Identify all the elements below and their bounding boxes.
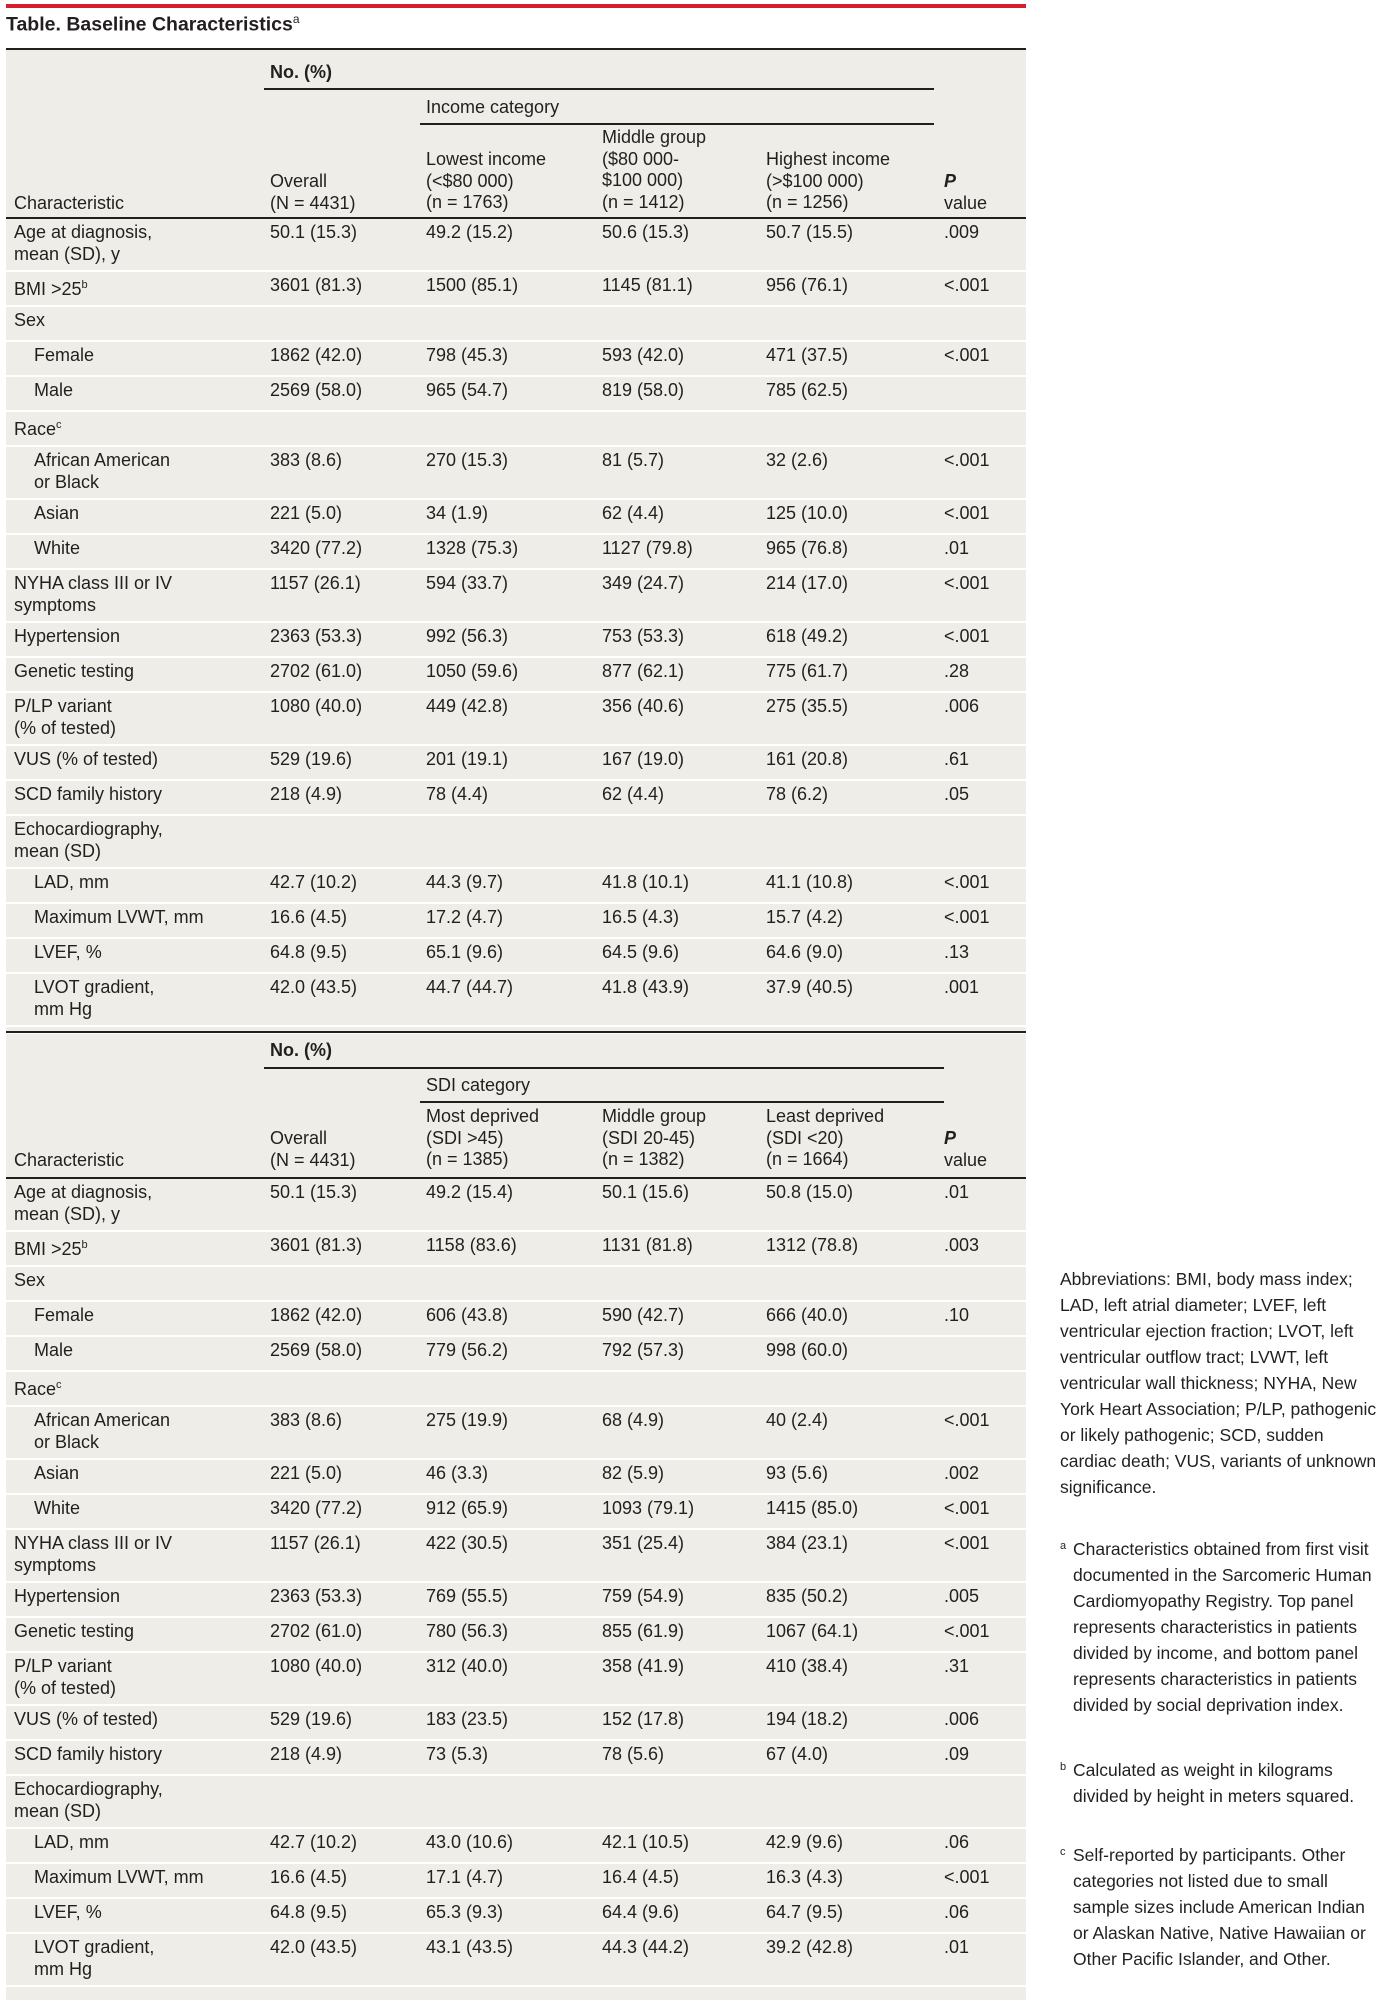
group2-cell: 64.5 (9.6) [602,942,680,962]
row-characteristic: Hypertension [14,626,121,646]
footnote-b [1060,1757,1378,1809]
group1-cell: 201 (19.1) [426,749,509,769]
overall-cell: 2702 (61.0) [270,661,363,681]
overall-cell: 42.7 (10.2) [270,1832,358,1852]
group2-cell: 1127 (79.8) [602,538,693,558]
header-rule [420,1101,944,1103]
group3-cell: 15.7 (4.2) [766,907,844,927]
row-characteristic: LVEF, % [34,1902,102,1922]
group2-cell: 358 (41.9) [602,1656,685,1676]
footnote-mark: b [1060,1761,1067,1773]
row-characteristic: P/LP variant (% of tested) [14,696,117,738]
overall-cell: 529 (19.6) [270,1709,353,1729]
row-characteristic: Echocardiography, mean (SD) [14,1779,163,1821]
group3-cell: 998 (60.0) [766,1340,849,1360]
group1-cell: 44.3 (9.7) [426,872,504,892]
row-characteristic: Sex [14,310,46,330]
group2-cell: 81 (5.7) [602,450,665,470]
overall-cell: 2363 (53.3) [270,626,363,646]
row-characteristic: VUS (% of tested) [14,749,159,769]
group3-cell: 93 (5.6) [766,1463,829,1483]
group3-cell: 16.3 (4.3) [766,1867,844,1887]
overall-cell: 529 (19.6) [270,749,353,769]
group3-cell: 214 (17.0) [766,573,849,593]
p-value-cell: <.001 [944,1410,990,1430]
group2-cell: 62 (4.4) [602,503,665,523]
table-row [6,272,1026,307]
group1-cell: 769 (55.5) [426,1586,509,1606]
row-characteristic: Age at diagnosis, mean (SD), y [14,222,153,264]
row-characteristic: SCD family history [14,784,163,804]
row-characteristic: NYHA class III or IV symptoms [14,1533,173,1575]
group2-cell: 62 (4.4) [602,784,665,804]
footnote-mark: c [1060,1846,1066,1858]
group1-cell: 270 (15.3) [426,450,509,470]
row-characteristic: Race$^c$ [14,1379,62,1399]
table-row [6,1618,1026,1653]
group3-cell: 666 (40.0) [766,1305,849,1325]
table-row [6,1495,1026,1530]
group1-cell: 594 (33.7) [426,573,509,593]
row-characteristic: SCD family history [14,1744,163,1764]
overall-cell: 42.0 (43.5) [270,977,358,997]
group2-cell: 50.1 (15.6) [602,1182,690,1202]
p-value-cell: .009 [944,222,980,242]
row-characteristic: African American or Black [34,1410,171,1452]
row-characteristic: Sex [14,1270,46,1290]
overall-cell: 3601 (81.3) [270,275,363,295]
group2-cell: 593 (42.0) [602,345,685,365]
group3-cell: 37.9 (40.5) [766,977,854,997]
overall-cell: 383 (8.6) [270,450,343,470]
abbreviations-note: Abbreviations: BMI, body mass index; LAD, left atrial diameter; LVEF, left ventricular ejection fraction; LVOT, left ventricular outflow tract; LVWT, left ventricular wall thickness; NYHA, New York Heart Association; P/LP, pathogenic or likely pathogenic; SCD, sudden cardiac death; VUS, variants of unknown significance. [1060,1269,1377,1497]
overall-cell: 3601 (81.3) [270,1235,363,1255]
group3-cell: 194 (18.2) [766,1709,849,1729]
table-row [6,1934,1026,1987]
group3-cell: 64.6 (9.0) [766,942,844,962]
table-row [6,746,1026,781]
p-value-cell: <.001 [944,872,990,892]
table-row [6,570,1026,623]
table-row [6,535,1026,570]
title-footnote-mark: a [292,12,300,26]
group3-cell: 275 (35.5) [766,696,849,716]
group3-cell: 50.7 (15.5) [766,222,854,242]
table-row [6,1407,1026,1460]
group3-cell: 1415 (85.0) [766,1498,859,1518]
group2-cell: 41.8 (10.1) [602,872,690,892]
table-row [6,1741,1026,1776]
p-value-cell: <.001 [944,450,990,470]
group1-cell: 183 (23.5) [426,1709,509,1729]
group1-cell: 1328 (75.3) [426,538,519,558]
p-value-cell: .001 [944,977,980,997]
group3-cell: 161 (20.8) [766,749,849,769]
group2-cell: 16.5 (4.3) [602,907,680,927]
category-label: Income category [426,97,560,117]
group1-cell: 1050 (59.6) [426,661,519,681]
row-characteristic: Maximum LVWT, mm [34,907,204,927]
p-value-cell: .13 [944,942,970,962]
p-value-cell: <.001 [944,345,990,365]
p-value-cell: <.001 [944,275,990,295]
p-value-cell: .31 [944,1656,970,1676]
p-value-cell: .002 [944,1463,980,1483]
table-row [6,939,1026,974]
table-row [6,1267,1026,1302]
group1-cell: 779 (56.2) [426,1340,509,1360]
overall-cell: 218 (4.9) [270,784,343,804]
table-row [6,219,1026,272]
group3-cell: 39.2 (42.8) [766,1937,854,1957]
group2-cell: 1145 (81.1) [602,275,693,295]
group2-header: Middle group (SDI 20-45) (n = 1382) [602,1106,707,1169]
table-row [6,1706,1026,1741]
table-row [6,1372,1026,1407]
group2-cell: 16.4 (4.5) [602,1867,680,1887]
p-value-cell: .10 [944,1305,970,1325]
overall-cell: 1157 (26.1) [270,573,361,593]
group1-header: Most deprived (SDI >45) (n = 1385) [426,1106,540,1169]
table-row [6,412,1026,447]
table-row [6,816,1026,869]
row-characteristic: LVOT gradient, mm Hg [34,977,155,1019]
group3-cell: 67 (4.0) [766,1744,829,1764]
table-row [6,447,1026,500]
overall-cell: 42.7 (10.2) [270,872,358,892]
group1-cell: 275 (19.9) [426,1410,509,1430]
table-row [6,1337,1026,1372]
group3-cell: 775 (61.7) [766,661,849,681]
p-value-header: P value [944,1128,988,1170]
group2-cell: 356 (40.6) [602,696,685,716]
group2-cell: 792 (57.3) [602,1340,685,1360]
p-value-cell: <.001 [944,573,990,593]
p-value-cell: .006 [944,1709,980,1729]
p-value-cell: <.001 [944,503,990,523]
overall-header: Overall (N = 4431) [270,1128,356,1170]
row-characteristic: LAD, mm [34,1832,110,1852]
group3-header: Highest income (>$100 000) (n = 1256) [766,149,891,212]
group3-cell: 1312 (78.8) [766,1235,859,1255]
table-row [6,500,1026,535]
row-characteristic: Hypertension [14,1586,121,1606]
group1-cell: 17.1 (4.7) [426,1867,504,1887]
row-characteristic: LVEF, % [34,942,102,962]
overall-cell: 221 (5.0) [270,503,343,523]
group1-cell: 1158 (83.6) [426,1235,517,1255]
group1-cell: 912 (65.9) [426,1498,509,1518]
row-characteristic: Female [34,1305,95,1325]
group3-cell: 78 (6.2) [766,784,829,804]
p-value-cell: .01 [944,538,970,558]
group1-header: Lowest income (<$80 000) (n = 1763) [426,149,547,212]
group2-cell: 877 (62.1) [602,661,685,681]
overall-cell: 1080 (40.0) [270,696,363,716]
group1-cell: 312 (40.0) [426,1656,509,1676]
group1-cell: 422 (30.5) [426,1533,509,1553]
group1-cell: 49.2 (15.4) [426,1182,514,1202]
header-rule [420,123,934,125]
group1-cell: 606 (43.8) [426,1305,509,1325]
table-row [6,1583,1026,1618]
row-characteristic: LAD, mm [34,872,110,892]
p-value-cell: <.001 [944,907,990,927]
table-row [6,1232,1026,1267]
group3-cell: 41.1 (10.8) [766,872,854,892]
group3-cell: 965 (76.8) [766,538,849,558]
p-value-cell: <.001 [944,1867,990,1887]
p-value-header: P value [944,171,988,213]
overall-cell: 1080 (40.0) [270,1656,363,1676]
group2-cell: 1131 (81.8) [602,1235,693,1255]
group1-cell: 780 (56.3) [426,1621,509,1641]
group1-cell: 17.2 (4.7) [426,907,504,927]
footnote-mark: a [1060,1540,1067,1552]
footnote-c [1060,1842,1378,1972]
p-value-cell: <.001 [944,1621,990,1641]
group2-cell: 50.6 (15.3) [602,222,690,242]
p-value-cell: .005 [944,1586,980,1606]
table-row [6,781,1026,816]
group3-cell: 618 (49.2) [766,626,849,646]
group1-cell: 44.7 (44.7) [426,977,514,997]
table-row [6,1899,1026,1934]
p-value-cell: .01 [944,1182,970,1202]
table-row [6,693,1026,746]
p-value-cell: .006 [944,696,980,716]
group2-cell: 167 (19.0) [602,749,685,769]
table-row [6,658,1026,693]
group1-cell: 49.2 (15.2) [426,222,514,242]
no-percent-label: No. (%) [270,1040,332,1060]
header-rule [264,88,934,90]
table-row [6,1776,1026,1829]
overall-cell: 2702 (61.0) [270,1621,363,1641]
row-characteristic: Female [34,345,95,365]
group2-cell: 819 (58.0) [602,380,685,400]
overall-cell: 218 (4.9) [270,1744,343,1764]
group3-cell: 956 (76.1) [766,275,849,295]
table-row [6,342,1026,377]
overall-cell: 2569 (58.0) [270,380,363,400]
overall-cell: 2363 (53.3) [270,1586,363,1606]
group1-cell: 65.3 (9.3) [426,1902,504,1922]
p-value-cell: .01 [944,1937,970,1957]
group3-cell: 384 (23.1) [766,1533,849,1553]
panel-bottom-rule [6,1031,1026,1033]
no-percent-label: No. (%) [270,62,332,82]
group3-header: Least deprived (SDI <20) (n = 1664) [766,1106,885,1169]
p-value-cell: .61 [944,749,970,769]
group2-cell: 753 (53.3) [602,626,685,646]
group3-cell: 471 (37.5) [766,345,849,365]
group1-cell: 43.1 (43.5) [426,1937,514,1957]
group3-cell: 42.9 (9.6) [766,1832,844,1852]
title-accent-bar [6,4,1026,8]
table-row [6,904,1026,939]
sdi-rows [6,1179,1026,1987]
overall-header: Overall (N = 4431) [270,171,356,213]
row-characteristic: P/LP variant (% of tested) [14,1656,117,1698]
row-characteristic: Age at diagnosis, mean (SD), y [14,1182,153,1224]
row-characteristic: Maximum LVWT, mm [34,1867,204,1887]
group2-cell: 152 (17.8) [602,1709,685,1729]
characteristic-header: Characteristic [14,193,125,213]
income-panel [6,50,1026,1033]
row-characteristic: Asian [34,503,80,523]
p-value-cell: <.001 [944,1533,990,1553]
group2-cell: 44.3 (44.2) [602,1937,690,1957]
row-characteristic: Genetic testing [14,661,135,681]
p-value-cell: .06 [944,1902,970,1922]
table-row [6,869,1026,904]
group1-cell: 965 (54.7) [426,380,509,400]
table-row [6,1302,1026,1337]
group3-cell: 40 (2.4) [766,1410,829,1430]
overall-cell: 383 (8.6) [270,1410,343,1430]
group1-cell: 78 (4.4) [426,784,489,804]
table-row [6,1653,1026,1706]
table-row [6,377,1026,412]
group1-cell: 798 (45.3) [426,345,509,365]
footnote-text: Characteristics obtained from first visit documented in the Sarcomeric Human Cardiomyopathy Registry. Top panel represents characteristics in patients divided by income, and bottom panel represents characteristics in patients divided by social deprivation index. [1073,1539,1372,1715]
footnote-text: Self-reported by participants. Other categories not listed due to small sample sizes include American Indian or Alaskan Native, Native Hawaiian or Other Pacific Islander, and Other. [1073,1845,1366,1969]
category-label: SDI category [426,1075,531,1095]
group2-cell: 855 (61.9) [602,1621,685,1641]
overall-cell: 50.1 (15.3) [270,222,358,242]
table-row [6,1530,1026,1583]
overall-cell: 1862 (42.0) [270,1305,363,1325]
table-title: Table. Baseline Characteristics$^a$ [6,12,300,36]
group3-cell: 64.7 (9.5) [766,1902,844,1922]
footnote-text: Calculated as weight in kilograms divided by height in meters squared. [1073,1760,1355,1806]
overall-cell: 221 (5.0) [270,1463,343,1483]
overall-cell: 42.0 (43.5) [270,1937,358,1957]
overall-cell: 1157 (26.1) [270,1533,361,1553]
overall-cell: 3420 (77.2) [270,538,363,558]
row-characteristic: LVOT gradient, mm Hg [34,1937,155,1979]
table-row [6,623,1026,658]
group1-cell: 43.0 (10.6) [426,1832,514,1852]
p-value-cell: .003 [944,1235,980,1255]
group2-cell: 351 (25.4) [602,1533,685,1553]
row-characteristic: BMI $>25^b$ [14,1239,88,1259]
row-characteristic: African American or Black [34,450,171,492]
group3-cell: 125 (10.0) [766,503,849,523]
p-value-cell: <.001 [944,1498,990,1518]
group1-cell: 65.1 (9.6) [426,942,504,962]
row-characteristic: Male [34,1340,74,1360]
group1-cell: 46 (3.3) [426,1463,489,1483]
group2-cell: 759 (54.9) [602,1586,685,1606]
p-value-cell: .06 [944,1832,970,1852]
row-characteristic: VUS (% of tested) [14,1709,159,1729]
group1-cell: 73 (5.3) [426,1744,489,1764]
overall-cell: 1862 (42.0) [270,345,363,365]
group3-cell: 835 (50.2) [766,1586,849,1606]
group2-cell: 41.8 (43.9) [602,977,690,997]
group2-cell: 64.4 (9.6) [602,1902,680,1922]
table-row [6,1829,1026,1864]
group2-cell: 1093 (79.1) [602,1498,695,1518]
header-rule [264,1067,944,1069]
table-row [6,974,1026,1027]
group3-cell: 1067 (64.1) [766,1621,859,1641]
row-characteristic: Genetic testing [14,1621,135,1641]
overall-cell: 16.6 (4.5) [270,1867,348,1887]
group1-cell: 1500 (85.1) [426,275,519,295]
income-rows [6,219,1026,1027]
overall-cell: 2569 (58.0) [270,1340,363,1360]
row-characteristic: Asian [34,1463,80,1483]
overall-cell: 3420 (77.2) [270,1498,363,1518]
group3-cell: 50.8 (15.0) [766,1182,854,1202]
p-value-cell: .09 [944,1744,970,1764]
p-value-cell: .28 [944,661,970,681]
p-value-cell: .05 [944,784,970,804]
group2-cell: 78 (5.6) [602,1744,665,1764]
row-characteristic: White [34,1498,81,1518]
group2-cell: 42.1 (10.5) [602,1832,690,1852]
overall-cell: 50.1 (15.3) [270,1182,358,1202]
overall-cell: 64.8 (9.5) [270,942,348,962]
row-characteristic: Male [34,380,74,400]
group1-cell: 449 (42.8) [426,696,509,716]
group2-header: Middle group ($80 000- $100 000) (n = 1412) [602,127,707,212]
row-characteristic: BMI $>25^b$ [14,279,88,299]
group3-cell: 785 (62.5) [766,380,849,400]
group1-cell: 992 (56.3) [426,626,509,646]
row-characteristic: Race$^c$ [14,419,62,439]
footnote-a [1060,1536,1378,1718]
group3-cell: 32 (2.6) [766,450,829,470]
group2-cell: 82 (5.9) [602,1463,665,1483]
group2-cell: 68 (4.9) [602,1410,665,1430]
row-characteristic: NYHA class III or IV symptoms [14,573,173,615]
table-row [6,1179,1026,1232]
group3-cell: 410 (38.4) [766,1656,849,1676]
group2-cell: 590 (42.7) [602,1305,685,1325]
group2-cell: 349 (24.7) [602,573,685,593]
characteristic-header: Characteristic [14,1150,125,1170]
overall-cell: 16.6 (4.5) [270,907,348,927]
p-value-cell: <.001 [944,626,990,646]
row-characteristic: White [34,538,81,558]
group1-cell: 34 (1.9) [426,503,489,523]
sdi-panel [6,1034,1026,2000]
row-characteristic: Echocardiography, mean (SD) [14,819,163,861]
table-row [6,307,1026,342]
overall-cell: 64.8 (9.5) [270,1902,348,1922]
table-row [6,1864,1026,1899]
table-row [6,1460,1026,1495]
